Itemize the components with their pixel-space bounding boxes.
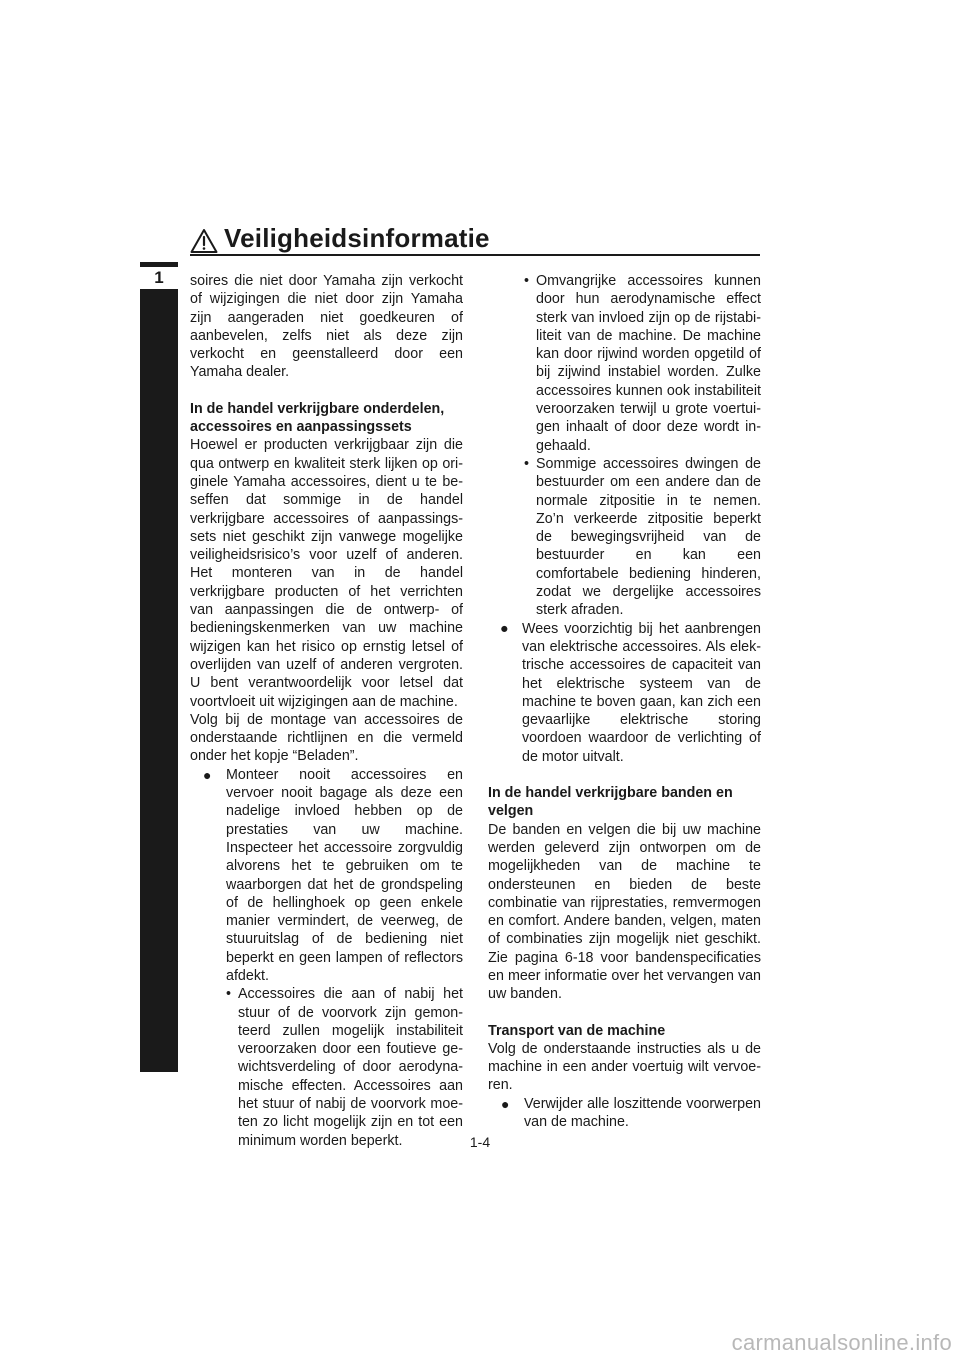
list-item [488,1095,761,1132]
accessories-paragraph: Hoewel er producten verkrijgbaar zijn die qua ontwerp en kwaliteit sterk lijken op originele Yamaha accessoires, dient u te beseffen dat sommige in de handel verkrijgbare accessoires of aanpassingssets niet geschikt zijn vanwege mogelijke veiligheidsrisico’s voor uzelf of anderen. Het monteren van in de handel verkrijgbare producten of het verrichten van aanpassingen die de ontwerp- of bedieningskenmerken van uw machine wijzigen kan het risico op ernstig letsel of overlijden van uzelf of anderen vergroten. U bent verantwoordelijk voor letsel dat voortvloeit uit wijzigingen aan de machine. [190,437,463,710]
sub-bullet-icon: • [226,986,232,1003]
list-item-text: Wees voorzichtig bij het aanbrengen van elektrische accessoires. Als elektrische accessoires de capaciteit van het elektrische systeem van de machine te boven gaan, kan zich een gevaarlijke elektrische storing voordoen waardoor de verlichting of de motor uitvalt. [522,620,761,765]
section-heading-tires: In de handel verkrijgbare banden en velgen [488,785,733,820]
list-item-text: Verwijder alle loszittende voorwerpen van de machine. [524,1095,761,1131]
sub-list-item-text: Sommige accessoires dwingen de bestuurder om een andere dan de normale zitpositie in te nemen. Zo’n verkeerde zitpositie beperkt de bewegingsvrijheid van de bestuurder en kan een comfortabele bediening hinderen, zodat we dergelijke accessoires sterk afraden. [536,455,761,619]
sub-list-item [190,985,463,1150]
watermark: carmanualsonline.info [731,1330,952,1355]
list-item [488,620,761,766]
bullet-icon: ● [203,766,212,783]
mounting-paragraph: Volg bij de montage van accessoires de onderstaande richtlijnen en die vermeld onder het kopje “Beladen”. [190,711,463,765]
sub-list-item-text: Omvangrijke accessoires kunnen door hun aerodynamische effect sterk van invloed zijn op de rijstabiliteit van de machine. De machine kan door rijwind worden opgetild of bij zijwind instabiel worden. Zulke accessoires kunnen ook instabiliteit veroorzaken terwijl u grote voertuigen inhaalt of door deze wordt ingehaald. [536,273,761,454]
tires-paragraph: De banden en velgen die bij uw machine werden geleverd zijn ontworpen om de mogelijkheden van de machine te ondersteunen en bieden de beste combinatie van rijprestaties, remvermogen en comfort. Andere banden, velgen, maten of combinaties zijn mogelijk niet geschikt. Zie pagina 6-18 voor bandenspecificaties en meer informatie over het vervangen van uw banden. [488,821,761,1003]
bullet-icon: ● [500,620,509,637]
list-item-text: Monteer nooit accessoires en vervoer nooit bagage als deze een nadelige invloed hebben op de prestaties van uw machine. Inspecteer het accessoire zorgvuldig alvorens het te gebruiken om te waarborgen dat het de grondspeling of de hellinghoek op geen enkele manier vermindert, de veerweg, de stuuruitslag of de bediening niet beperkt en geen lampen of reflectors afdekt. [226,766,463,984]
chapter-tab [140,262,178,1072]
intro-paragraph: soires die niet door Yamaha zijn verkocht of wijzigingen die niet door zijn Yamaha zijn aangeraden niet goedkeuren of aanbevelen, zelfs niet als deze zijn verkocht en geenstalleerd door een Yamaha dealer. [190,273,463,381]
page-header [190,224,760,256]
section-heading-transport: Transport van de machine [488,1022,666,1039]
sub-bullet-icon: • [524,273,530,289]
right-column [488,272,761,1131]
sub-list-item [488,272,761,455]
page-number: 1-4 [469,1134,491,1150]
list-item [190,766,463,986]
left-column [190,272,463,1150]
chapter-number: 1 [140,267,178,289]
bullet-icon: ● [501,1095,510,1112]
page-title: Veiligheidsinformatie [224,223,490,253]
section-heading-accessories: In de handel verkrijgbare onderdelen, accessoires en aanpassingssets [190,400,445,436]
sub-bullet-icon: • [524,455,530,472]
sub-list-item-text: Accessoires die aan of nabij het stuur of de voorvork zijn gemonteerd zullen mogelijk instabiliteit veroorzaken door een foutieve gewichtsverdeling of door aerodynamische effecten. Accessoires aan het stuur of nabij de voorvork moeten zo licht mogelijk zijn en tot een minimum worden beperkt. [238,986,463,1149]
warning-triangle-icon [190,228,218,254]
sub-list-item [488,455,761,620]
transport-paragraph: Volg de onderstaande instructies als u de machine in een ander voertuig wilt vervoeren. [488,1040,761,1094]
